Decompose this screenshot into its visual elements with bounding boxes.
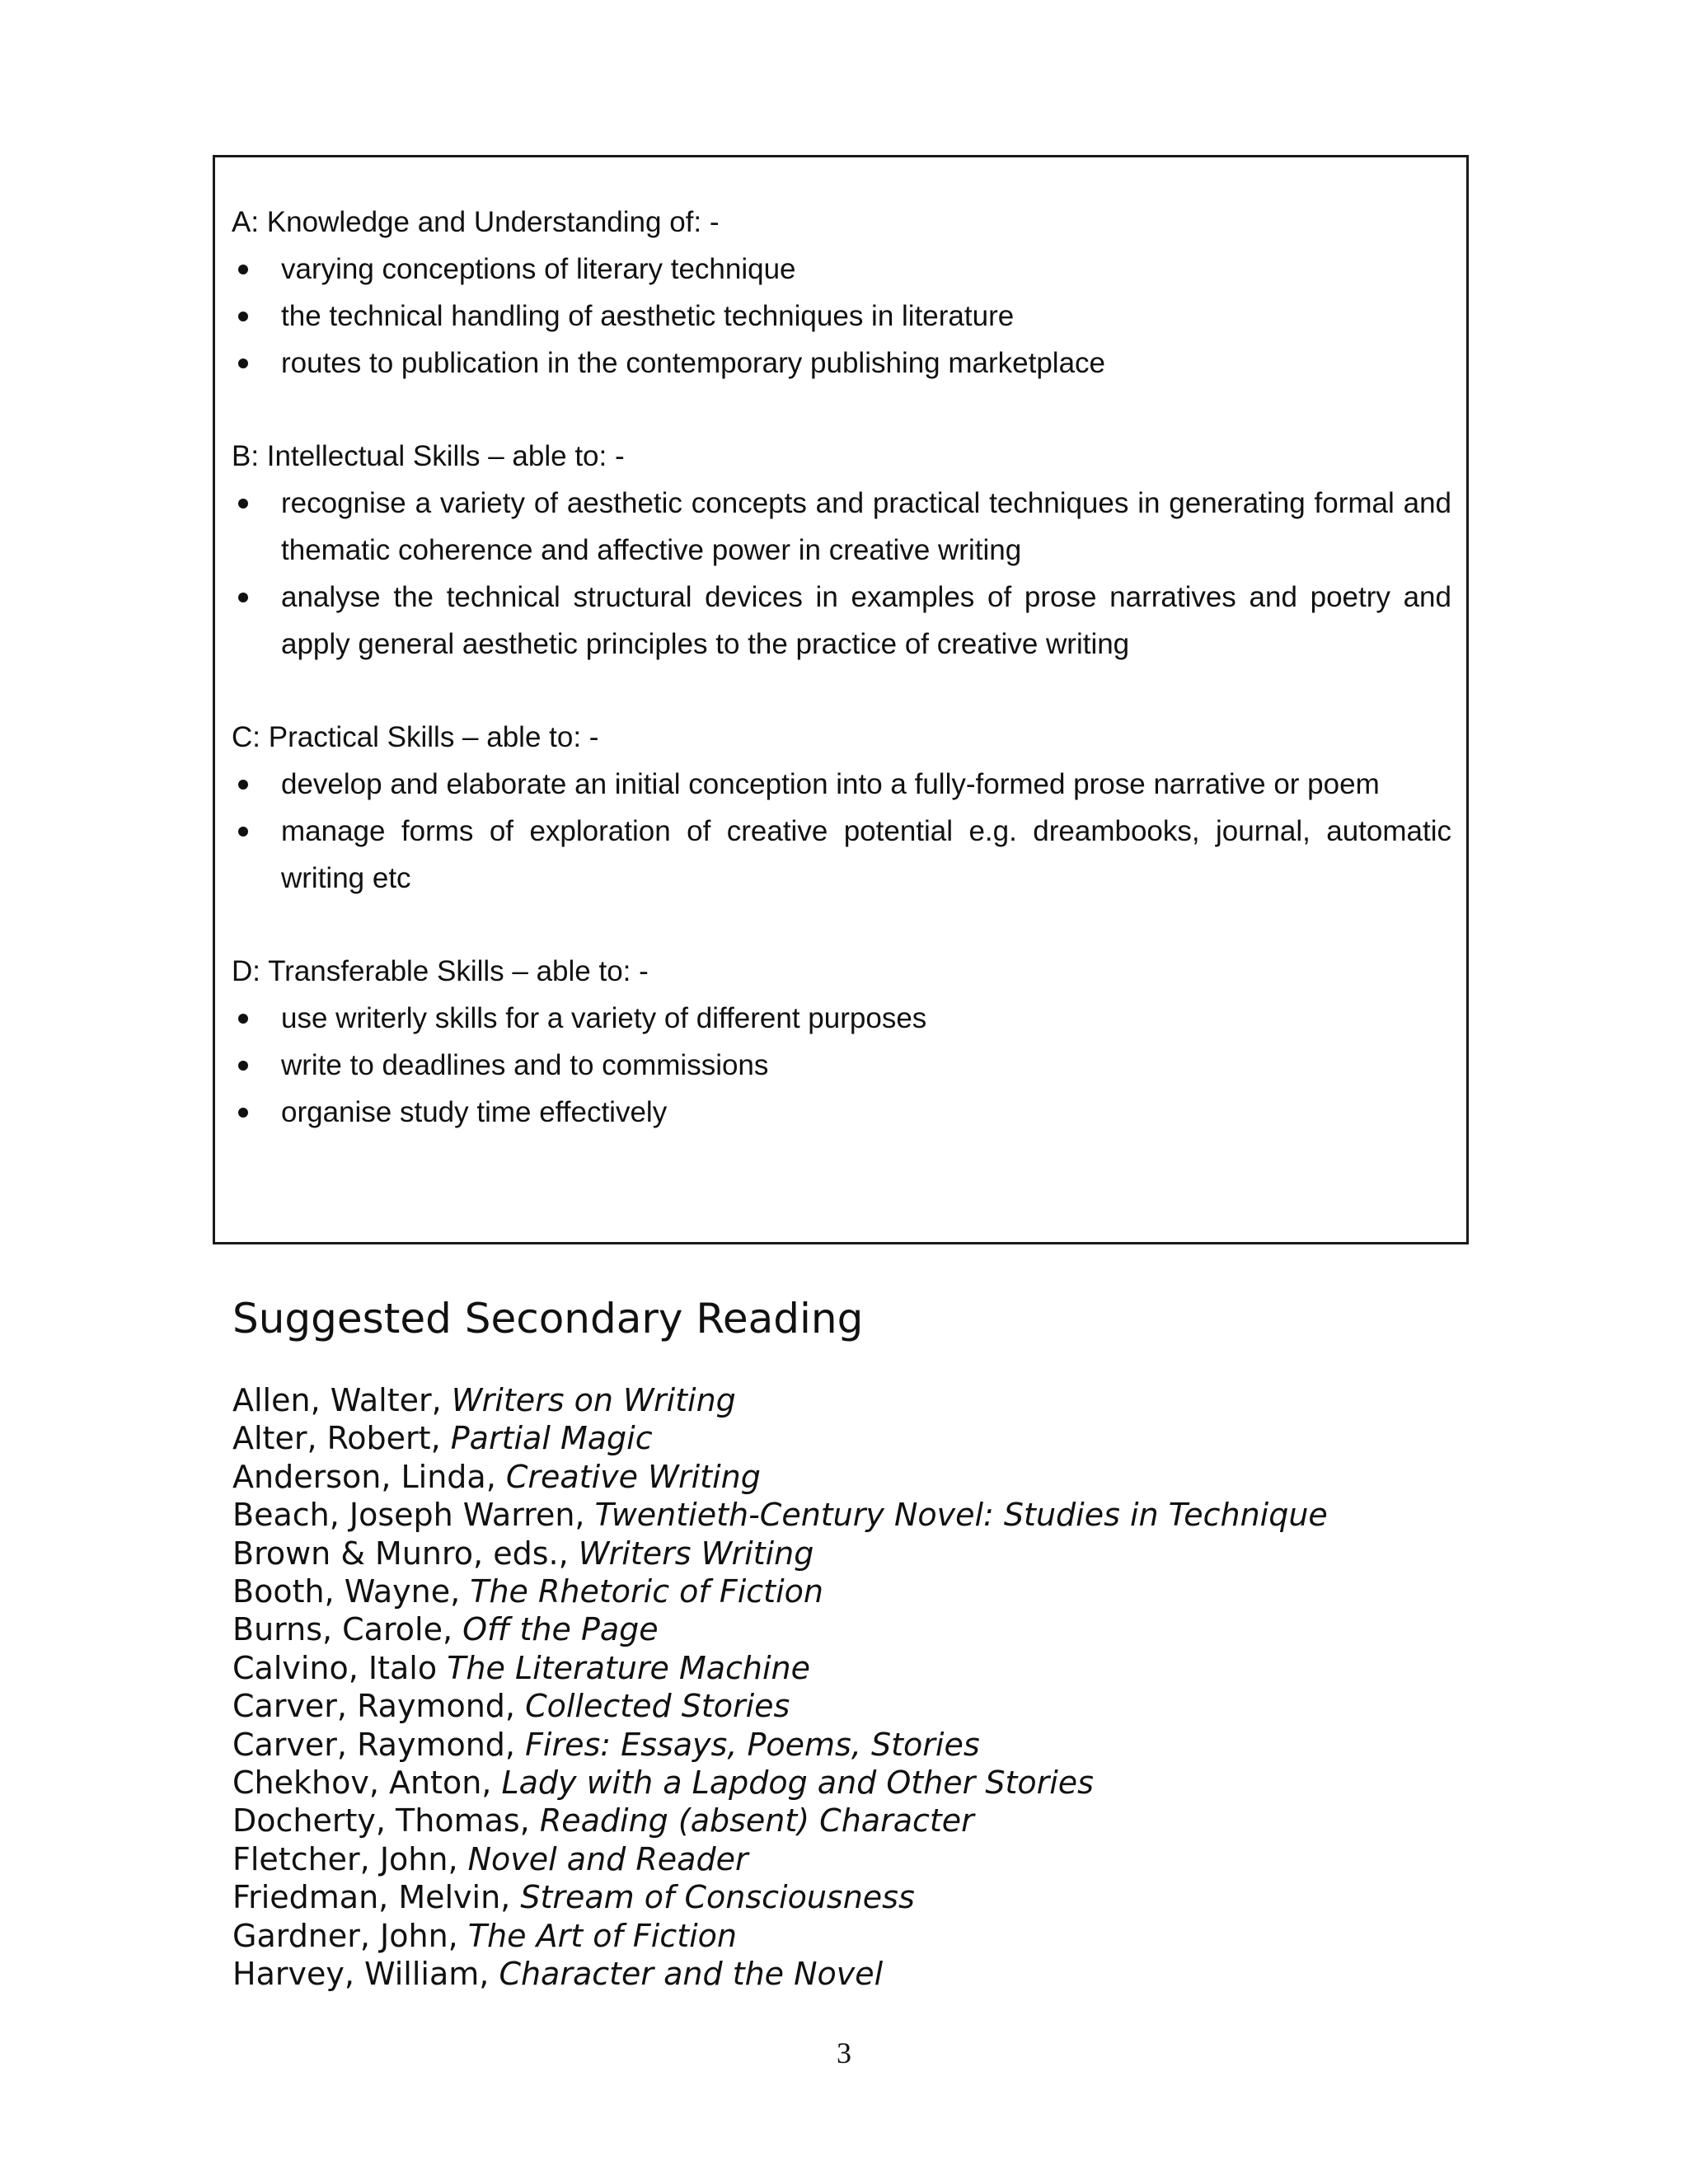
reading-entry <box>232 1802 1328 1840</box>
section-heading: D: Transferable Skills – able to: - <box>232 955 649 987</box>
section-heading: B: Intellectual Skills – able to: - <box>232 440 625 472</box>
reading-author: Allen, Walter, <box>232 1382 452 1418</box>
reading-entry <box>232 1764 1328 1802</box>
reading-author: Carver, Raymond, <box>232 1688 526 1725</box>
reading-author: Booth, Wayne, <box>232 1573 471 1610</box>
section-heading: A: Knowledge and Understanding of: - <box>232 206 720 238</box>
reading-entry <box>232 1840 1328 1878</box>
outcome-section-knowledge <box>232 199 1451 387</box>
reading-list <box>232 1381 1328 1994</box>
reading-author: Anderson, Linda, <box>232 1458 506 1495</box>
reading-list-title: Suggested Secondary Reading <box>232 1295 864 1343</box>
reading-author: Chekhov, Anton, <box>232 1765 502 1802</box>
reading-title: Creative Writing <box>505 1458 761 1495</box>
reading-author: Gardner, John, <box>232 1917 468 1954</box>
outcome-section-practical <box>232 714 1451 902</box>
reading-title: The Rhetoric of Fiction <box>470 1573 823 1610</box>
bullet-item: organise study time effectively <box>232 1089 1451 1136</box>
reading-title: Character and the Novel <box>499 1956 884 1993</box>
reading-entry <box>232 1458 1328 1496</box>
reading-title: Fires: Essays, Poems, Stories <box>525 1726 980 1763</box>
reading-title: The Literature Machine <box>447 1649 811 1686</box>
reading-entry <box>232 1572 1328 1610</box>
reading-entry <box>232 1419 1328 1457</box>
bullet-item: use writerly skills for a variety of different purposes <box>232 995 1451 1042</box>
bullet-list <box>232 246 1451 387</box>
reading-author: Docherty, Thomas, <box>232 1802 540 1840</box>
reading-entry <box>232 1687 1328 1725</box>
reading-entry <box>232 1878 1328 1916</box>
bullet-item: the technical handling of aesthetic techniques in literature <box>232 293 1451 340</box>
bullet-list <box>232 480 1451 668</box>
reading-title: Lady with a Lapdog and Other Stories <box>501 1765 1094 1802</box>
reading-author: Calvino, Italo <box>232 1649 448 1686</box>
reading-entry <box>232 1726 1328 1764</box>
reading-entry <box>232 1955 1328 1993</box>
reading-author: Harvey, William, <box>232 1956 499 1993</box>
reading-title: Writers on Writing <box>451 1382 736 1418</box>
reading-entry <box>232 1610 1328 1648</box>
bullet-list <box>232 761 1451 902</box>
reading-author: Brown & Munro, eds., <box>232 1535 579 1572</box>
reading-author: Burns, Carole, <box>232 1611 463 1648</box>
reading-entry <box>232 1496 1328 1534</box>
reading-title: Off the Page <box>462 1611 659 1648</box>
reading-author: Alter, Robert, <box>232 1420 451 1457</box>
bullet-item: recognise a variety of aesthetic concepts and practical techniques in generating formal and thematic coherence and affective power in creative writing <box>232 480 1451 574</box>
reading-entry <box>232 1917 1328 1955</box>
bullet-item: develop and elaborate an initial conception into a fully-formed prose narrative or poem <box>232 761 1451 808</box>
bullet-item: routes to publication in the contemporary publishing marketplace <box>232 340 1451 387</box>
reading-title: Collected Stories <box>525 1688 790 1725</box>
outcome-section-transferable <box>232 948 1451 1136</box>
reading-title: Stream of Consciousness <box>520 1879 915 1916</box>
bullet-item: manage forms of exploration of creative potential e.g. dreambooks, journal, automatic writing etc <box>232 808 1451 902</box>
reading-title: Reading (absent) Character <box>539 1802 974 1840</box>
bullet-item: varying conceptions of literary technique <box>232 246 1451 293</box>
reading-title: Partial Magic <box>450 1420 653 1457</box>
reading-entry <box>232 1649 1328 1687</box>
learning-outcomes-box <box>213 155 1469 1244</box>
reading-author: Fletcher, John, <box>232 1840 468 1877</box>
reading-author: Friedman, Melvin, <box>232 1879 521 1916</box>
reading-title: Writers Writing <box>578 1535 814 1572</box>
bullet-list <box>232 995 1451 1136</box>
bullet-item: write to deadlines and to commissions <box>232 1042 1451 1089</box>
reading-entry <box>232 1535 1328 1572</box>
reading-author: Carver, Raymond, <box>232 1726 526 1763</box>
reading-title: Novel and Reader <box>467 1840 748 1877</box>
reading-author: Beach, Joseph Warren, <box>232 1497 595 1534</box>
reading-entry <box>232 1381 1328 1419</box>
reading-title: The Art of Fiction <box>467 1917 737 1954</box>
reading-title: Twentieth-Century Novel: Studies in Technique <box>594 1497 1328 1534</box>
page-number: 3 <box>837 2036 851 2069</box>
section-heading: C: Practical Skills – able to: - <box>232 721 599 753</box>
outcome-section-intellectual <box>232 433 1451 668</box>
bullet-item: analyse the technical structural devices in examples of prose narratives and poetry and apply general aesthetic principles to the practice of creative writing <box>232 574 1451 668</box>
